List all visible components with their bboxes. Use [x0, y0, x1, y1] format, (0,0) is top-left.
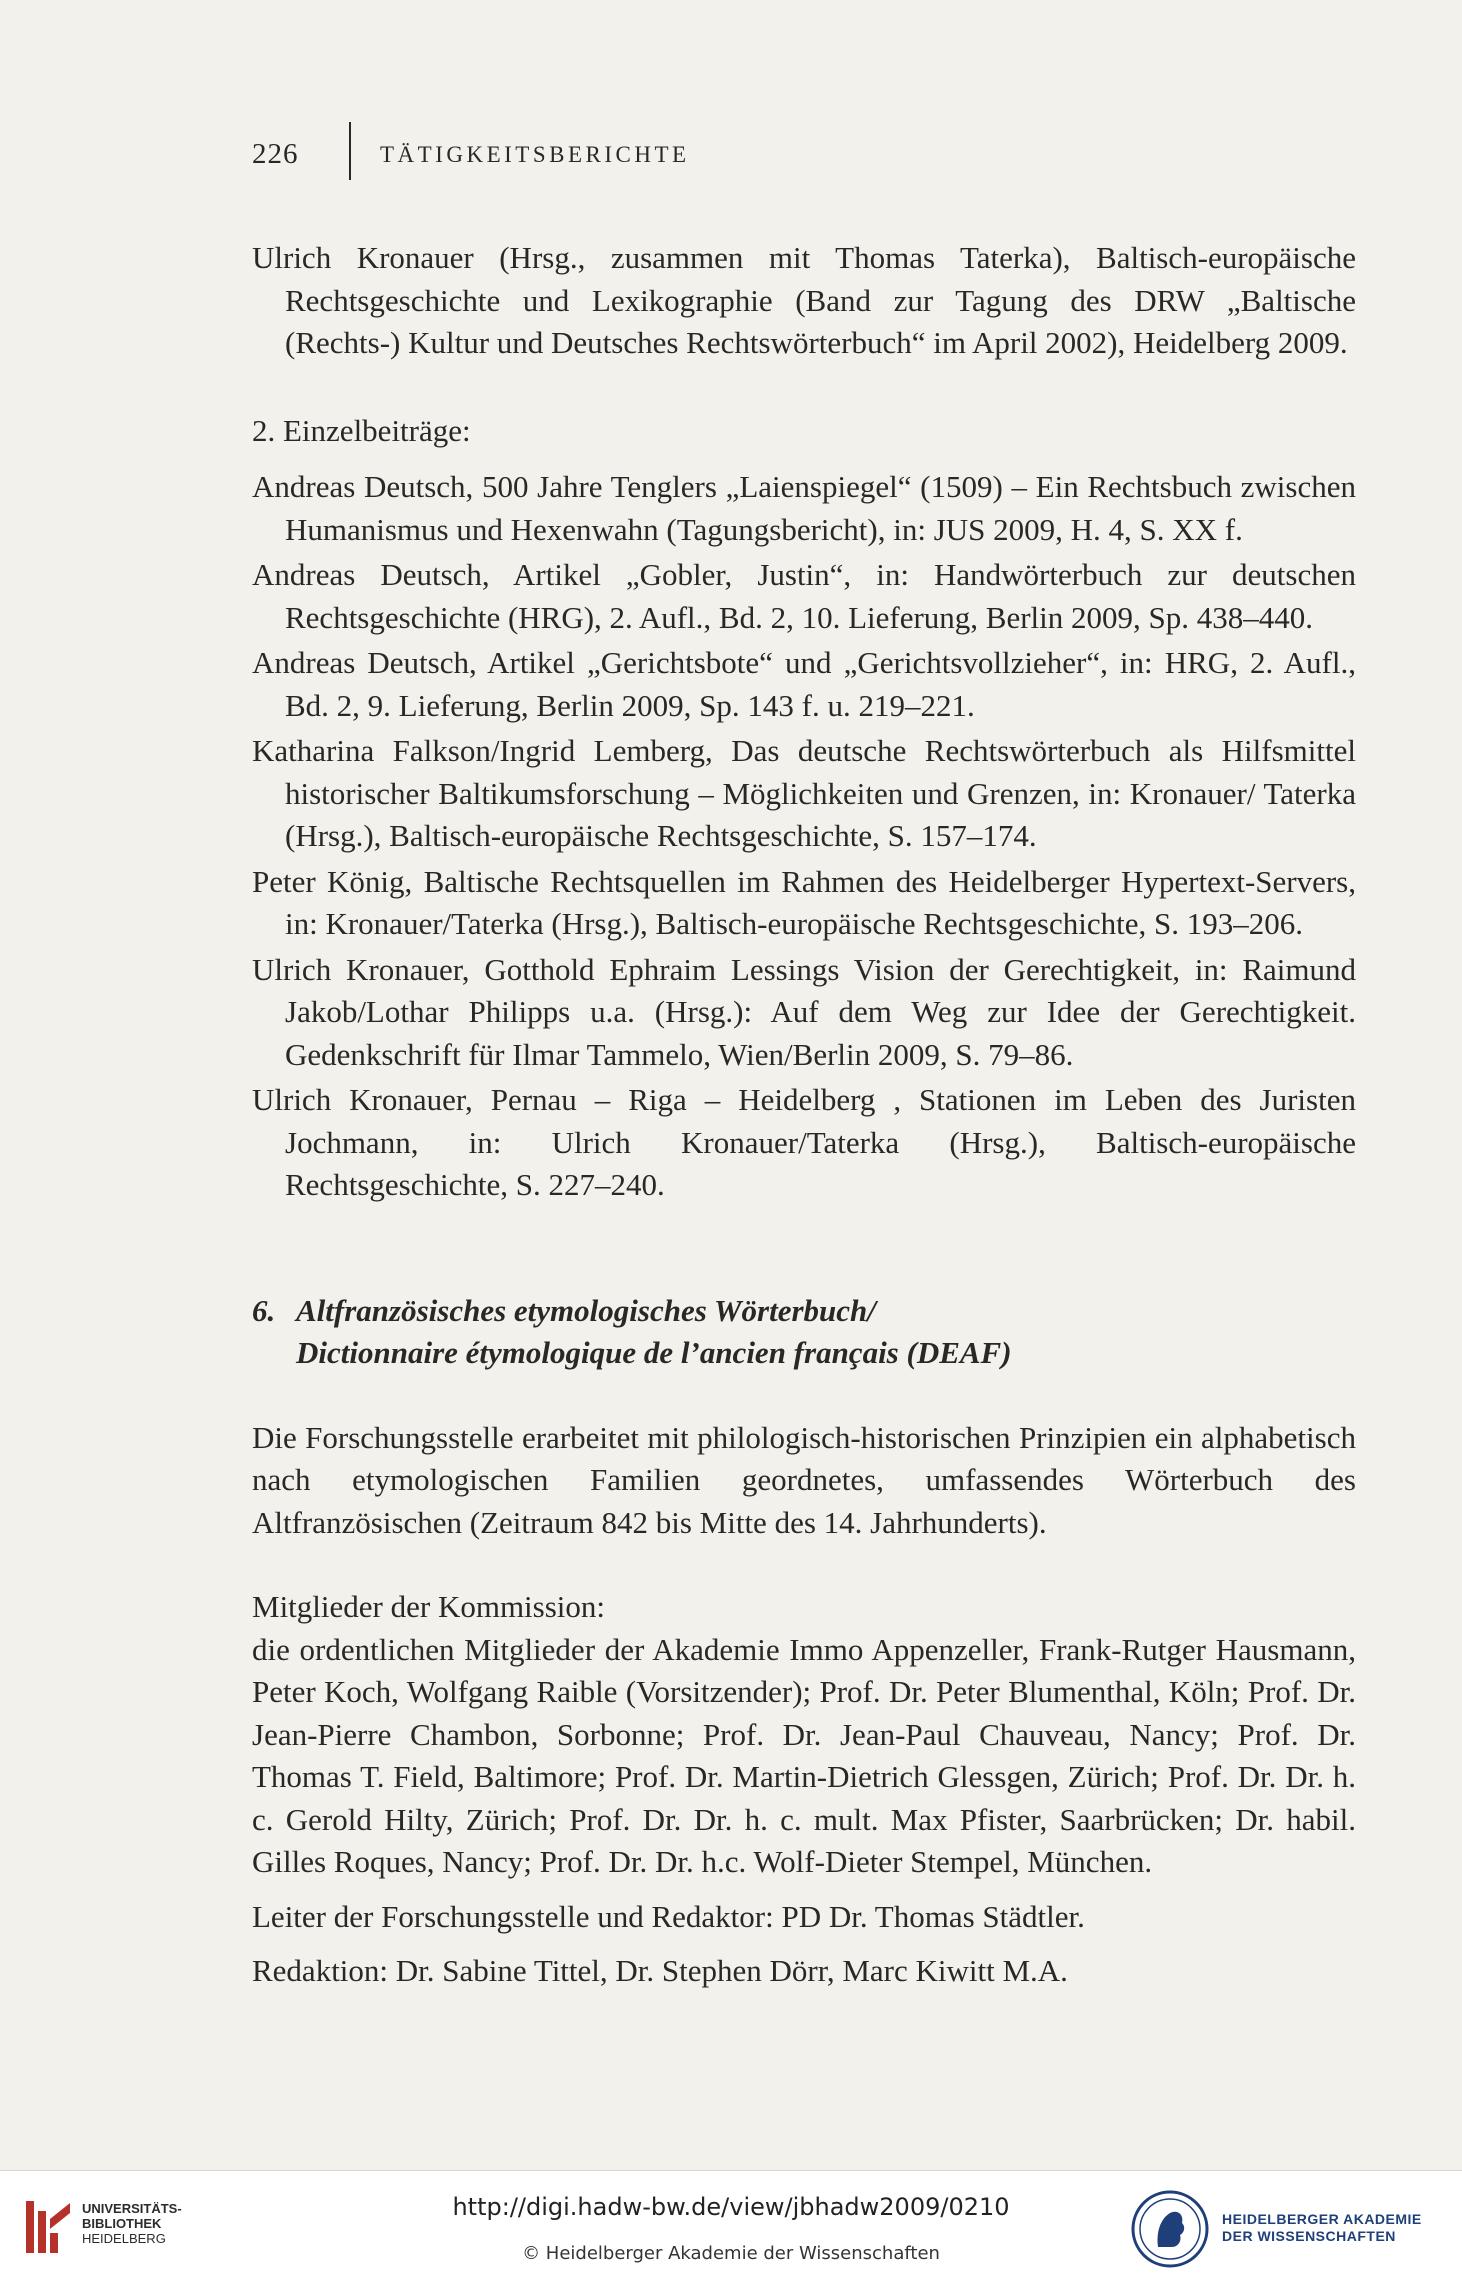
permalink-url[interactable]: http://digi.hadw-bw.de/view/jbhadw2009/0210 [452, 2193, 1010, 2221]
bibliography-entry: Andreas Deutsch, 500 Jahre Tenglers „Laienspiegel“ (1509) – Ein Rechtsbuch zwischen Humanismus und Hexenwahn (Tagungsbericht), in: JUS 2009, H. 4, S. XX f. [252, 469, 1356, 547]
page-number: 226 [252, 138, 299, 170]
bibliography-entry: Andreas Deutsch, Artikel „Gerichtsbote“ und „Gerichtsvollzieher“, in: HRG, 2. Aufl., Bd. 2, 9. Lieferung, Berlin 2009, Sp. 143 f. u. 219–221. [252, 645, 1356, 723]
einzelbeitraege-heading: 2. Einzelbeiträge: [252, 412, 471, 448]
bibliography-entry: Katharina Falkson/Ingrid Lemberg, Das deutsche Rechtswörterbuch als Hilfsmittel historischer Baltikumsforschung – Möglichkeiten und Grenzen, in: Kronauer/ Taterka (Hrsg.), Baltisch-europäische Rechtsgeschichte, S. 157–174. [252, 733, 1356, 853]
ub-line3: HEIDELBERG [82, 2231, 166, 2246]
bibliography-entry: Ulrich Kronauer, Pernau – Riga – Heidelberg , Stationen im Leben des Juristen Jochmann, in: Ulrich Kronauer/Taterka (Hrsg.), Baltisch-europäische Rechtsgeschichte, S. 227–240. [252, 1082, 1356, 1202]
ub-line2: BIBLIOTHEK [82, 2216, 162, 2231]
copyright-notice: © Heidelberger Akademie der Wissenschaften [522, 2243, 940, 2264]
academy-seal-icon [1130, 2189, 1210, 2269]
section-description: Die Forschungsstelle erarbeitet mit philologisch-historischen Prinzipien ein alphabetisch nach etymologischen Familien geordnetes, umfassendes Wörterbuch des Altfranzösischen (Zeitraum 842 bis Mitte des 14. Jahrhunderts). [252, 1419, 1356, 1540]
bibliography-entry: Andreas Deutsch, Artikel „Gobler, Justin“, in: Handwörterbuch zur deutschen Rechtsgeschichte (HRG), 2. Aufl., Bd. 2, 10. Lieferung, Berlin 2009, Sp. 438–440. [252, 557, 1356, 635]
bibliography-entry: Ulrich Kronauer, Gotthold Ephraim Lessings Vision der Gerechtigkeit, in: Raimund Jakob/Lothar Philipps u.a. (Hrsg.): Auf dem Weg zur Idee der Gerechtigkeit. Gedenkschrift für Ilmar Tammelo, Wien/Berlin 2009, S. 79–86. [252, 951, 1356, 1072]
members-list: die ordentlichen Mitglieder der Akademie Immo Appenzeller, Frank-Rutger Hausmann, Peter Koch, Wolfgang Raible (Vorsitzender); Prof. Dr. Peter Blumenthal, Köln; Prof. Dr. Jean-Pierre Chambon, Sorbonne; Prof. Dr. Jean-Paul Chauveau, Nancy; Prof. Dr. Thomas T. Field, Baltimore; Prof. Dr. Martin-Dietrich Glessgen, Zürich; Prof. Dr. Dr. h. c. Gerold Hilty, Zürich; Prof. Dr. Dr. h. c. mult. Max Pfister, Saarbrücken; Dr. habil. Gilles Roques, Nancy; Prof. Dr. Dr. h.c. Wolf-Dieter Stempel, München. [252, 1631, 1356, 1879]
running-title: TÄTIGKEITSBERICHTE [380, 142, 690, 167]
academy-line1: HEIDELBERGER AKADEMIE [1222, 2211, 1422, 2227]
leiter-line: Leiter der Forschungsstelle und Redaktor: PD Dr. Thomas Städtler. [252, 1898, 1085, 1934]
body-text [252, 237, 1356, 1993]
intro-entry: Ulrich Kronauer (Hrsg., zusammen mit Thomas Taterka), Baltisch-europäische Rechtsgeschichte und Lexikographie (Band zur Tagung des DRW „Baltische (Rechts-) Kultur und Deutsches Rechtswörterbuch“ im April 2002), Heidelberg 2009. [252, 240, 1356, 360]
section-heading [252, 1290, 1356, 1375]
section-title-line2: Dictionnaire étymologique de l’ancien français (DEAF) [296, 1335, 1012, 1370]
section-title-line1: Altfranzösisches etymologisches Wörterbuch/ [296, 1292, 876, 1328]
academy-name [1222, 2211, 1422, 2245]
academy-line2: DER WISSENSCHAFTEN [1222, 2228, 1396, 2244]
members-label: Mitglieder der Kommission: [252, 1589, 606, 1624]
section-number: 6. [252, 1292, 276, 1328]
bibliography-entry: Peter König, Baltische Rechtsquellen im Rahmen des Heidelberger Hypertext-Servers, in: Kronauer/Taterka (Hrsg.), Baltisch-europäische Rechtsgeschichte, S. 193–206. [252, 863, 1356, 941]
header-divider [349, 122, 351, 180]
redaktion-line: Redaktion: Dr. Sabine Tittel, Dr. Stephen Dörr, Marc Kiwitt M.A. [252, 1953, 1068, 1988]
ub-line1: UNIVERSITÄTS- [82, 2201, 182, 2216]
footer-bar [0, 2170, 1462, 2286]
